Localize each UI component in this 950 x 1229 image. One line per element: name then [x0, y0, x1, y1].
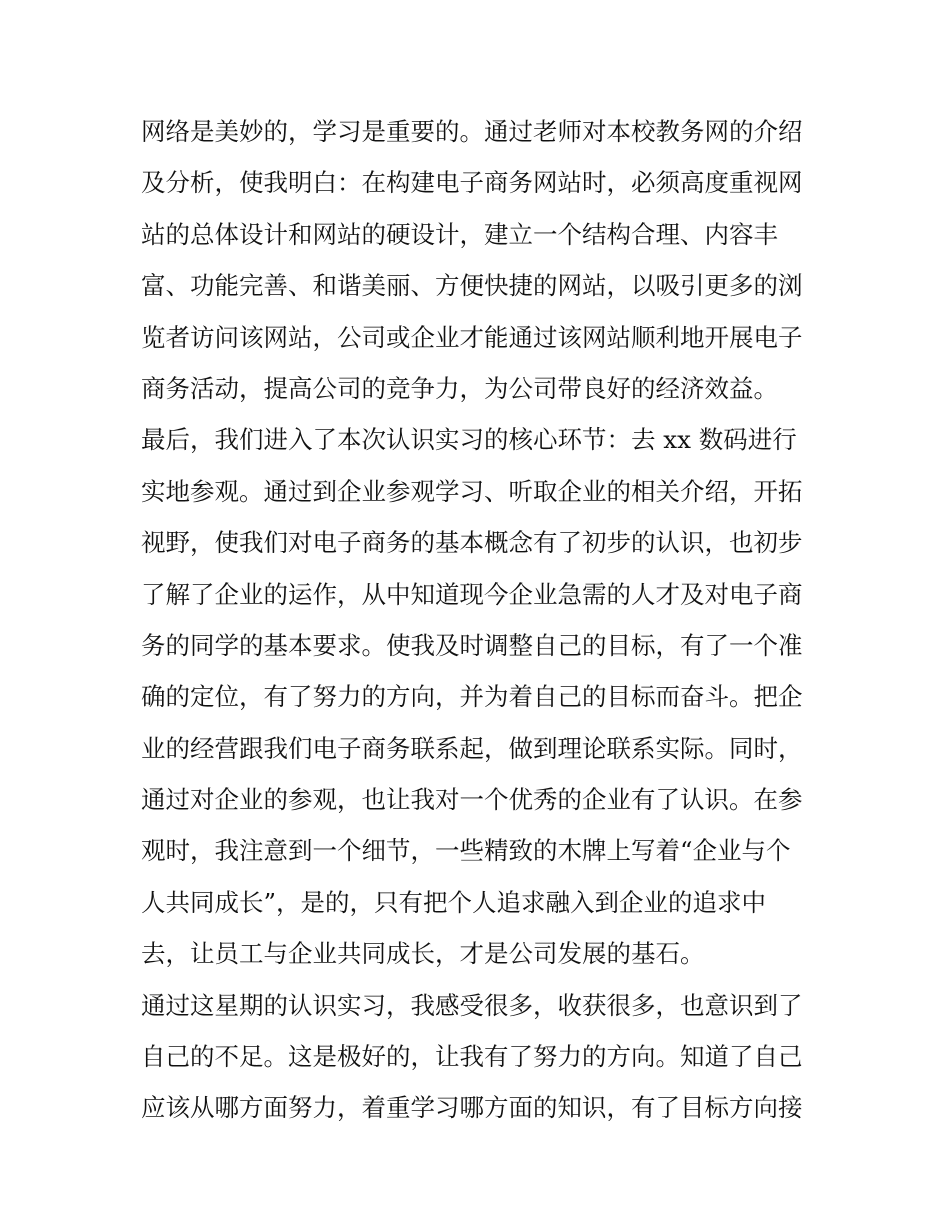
- text-line: 网络是美妙的，学习是重要的。通过老师对本校教务网的介绍: [141, 117, 803, 146]
- text-line: 及分析，使我明白：在构建电子商务网站时，必须高度重视网: [141, 168, 803, 198]
- text-line: 通过对企业的参观，也让我对一个优秀的企业有了认识。在参: [141, 785, 803, 815]
- text-line: 最后，我们进入了本次认识实习的核心环节：去 xx 数码进行: [141, 425, 797, 455]
- text-line: 确的定位，有了努力的方向，并为着自己的目标而奋斗。把企: [141, 682, 803, 712]
- text-line: 站的总体设计和网站的硬设计，建立一个结构合理、内容丰: [141, 219, 778, 249]
- text-line: 应该从哪方面努力，着重学习哪方面的知识，有了目标方向接: [141, 1093, 803, 1123]
- text-line: 视野，使我们对电子商务的基本概念有了初步的认识，也初步: [141, 528, 803, 558]
- text-line: 富、功能完善、和谐美丽、方便快捷的网站，以吸引更多的浏: [141, 271, 803, 301]
- text-line: 去，让员工与企业共同成长，才是公司发展的基石。: [141, 939, 705, 969]
- text-line: 实地参观。通过到企业参观学习、听取企业的相关介绍，开拓: [141, 476, 803, 506]
- text-line: 观时，我注意到一个细节，一些精致的木牌上写着“企业与个: [141, 836, 791, 866]
- text-line: 务的同学的基本要求。使我及时调整自己的目标，有了一个准: [141, 630, 803, 660]
- text-line: 了解了企业的运作，从中知道现今企业急需的人才及对电子商: [141, 579, 803, 609]
- text-line: 自己的不足。这是极好的，让我有了努力的方向。知道了自己: [141, 1042, 803, 1072]
- text-line: 通过这星期的认识实习，我感受很多，收获很多，也意识到了: [141, 990, 803, 1020]
- text-line: 人共同成长”，是的，只有把个人追求融入到企业的追求中: [141, 887, 767, 917]
- text-line: 商务活动，提高公司的竞争力，为公司带良好的经济效益。: [141, 373, 778, 403]
- text-line: 业的经营跟我们电子商务联系起，做到理论联系实际。同时，: [141, 733, 803, 763]
- body-text: [141, 106, 821, 1134]
- text-line: 览者访问该网站，公司或企业才能通过该网站顺利地开展电子: [141, 322, 803, 352]
